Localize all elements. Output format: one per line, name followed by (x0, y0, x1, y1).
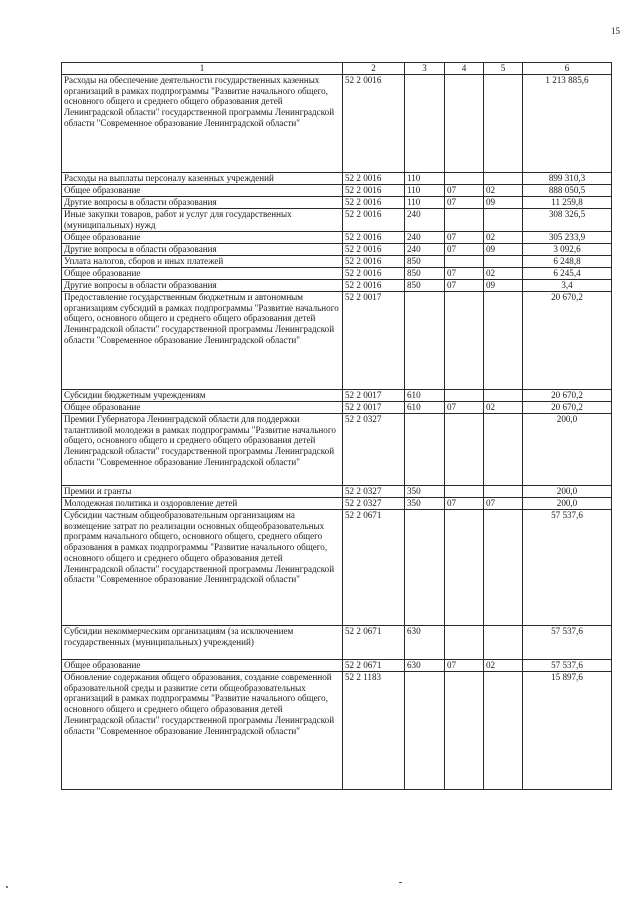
row-section (445, 486, 484, 498)
row-section (445, 510, 484, 626)
row-target-code: 52 2 0327 (343, 486, 405, 498)
row-expense-type (405, 75, 445, 173)
budget-table (61, 62, 612, 790)
row-expense-type: 610 (405, 390, 445, 402)
row-amount: 888 050,5 (523, 185, 612, 197)
table-row (62, 390, 612, 402)
row-description: Расходы на обеспечение деятельности государственных казенных организаций в рамках подпрограммы "Развитие начального общего, основного общего и среднего общего образования детей Ленинградской области" государственной программы Ленинградской области "Современное образование Ленинградской области" (62, 75, 343, 173)
row-description: Общее образование (62, 660, 343, 672)
row-expense-type: 850 (405, 256, 445, 268)
row-description: Обновление содержания общего образования, создание современной образовательной среды и развитие сети общеобразовательных организаций в рамках подпрограммы "Развитие начального общего, основного общего и среднего общего образования детей Ленинградской области" государственной программы Ленинградской области "Современное образование Ленинградской области" (62, 672, 343, 790)
row-description: Субсидии бюджетным учреждениям (62, 390, 343, 402)
row-description: Субсидии некоммерческим организациям (за исключением государственных (муниципальных) учреждений) (62, 626, 343, 660)
row-target-code: 52 2 0017 (343, 390, 405, 402)
row-expense-type: 630 (405, 660, 445, 672)
row-target-code: 52 2 0016 (343, 209, 405, 232)
row-amount: 3 092,6 (523, 244, 612, 256)
row-subsection (484, 390, 523, 402)
row-section: 07 (445, 660, 484, 672)
row-subsection: 02 (484, 402, 523, 414)
row-amount: 20 670,2 (523, 390, 612, 402)
row-section (445, 414, 484, 486)
table-row (62, 209, 612, 232)
row-subsection (484, 173, 523, 185)
row-target-code: 52 2 0017 (343, 292, 405, 390)
row-section (445, 173, 484, 185)
row-subsection (484, 486, 523, 498)
row-section: 07 (445, 232, 484, 244)
row-expense-type: 850 (405, 280, 445, 292)
row-description: Другие вопросы в области образования (62, 244, 343, 256)
row-section: 07 (445, 197, 484, 209)
row-section: 07 (445, 268, 484, 280)
row-description: Другие вопросы в области образования (62, 197, 343, 209)
table-row (62, 244, 612, 256)
row-section (445, 292, 484, 390)
table-row (62, 510, 612, 626)
row-subsection (484, 292, 523, 390)
row-target-code: 52 2 0017 (343, 402, 405, 414)
row-expense-type (405, 414, 445, 486)
row-description: Общее образование (62, 268, 343, 280)
row-amount: 11 259,8 (523, 197, 612, 209)
row-amount: 308 326,5 (523, 209, 612, 232)
table-row (62, 197, 612, 209)
table-row (62, 173, 612, 185)
row-subsection: 09 (484, 280, 523, 292)
table-row (62, 232, 612, 244)
row-expense-type: 110 (405, 185, 445, 197)
row-subsection (484, 510, 523, 626)
row-section: 07 (445, 244, 484, 256)
row-description: Иные закупки товаров, работ и услуг для государственных (муниципальных) нужд (62, 209, 343, 232)
row-description: Премии и гранты (62, 486, 343, 498)
row-section (445, 256, 484, 268)
row-target-code: 52 2 0016 (343, 280, 405, 292)
row-expense-type: 240 (405, 244, 445, 256)
table-row (62, 185, 612, 197)
row-expense-type (405, 510, 445, 626)
row-amount: 57 537,6 (523, 510, 612, 626)
table-row (62, 292, 612, 390)
row-description: Премии Губернатора Ленинградской области для поддержки талантливой молодежи в рамках подпрограммы "Развитие начального общего, основного общего и среднего общего образования детей Ленинградской области" государственной программы Ленинградской области "Современное образование Ленинградской области" (62, 414, 343, 486)
table-row (62, 672, 612, 790)
row-section (445, 390, 484, 402)
row-target-code: 52 2 0016 (343, 185, 405, 197)
scan-speck (6, 886, 8, 888)
column-header: 1 (62, 63, 343, 75)
table-row (62, 402, 612, 414)
table-row (62, 256, 612, 268)
row-target-code: 52 2 0016 (343, 268, 405, 280)
row-subsection: 09 (484, 244, 523, 256)
row-expense-type: 240 (405, 209, 445, 232)
row-target-code: 52 2 0671 (343, 626, 405, 660)
column-header: 3 (405, 63, 445, 75)
row-expense-type: 240 (405, 232, 445, 244)
row-expense-type: 610 (405, 402, 445, 414)
row-subsection (484, 75, 523, 173)
row-expense-type: 630 (405, 626, 445, 660)
row-section (445, 672, 484, 790)
row-section (445, 209, 484, 232)
row-expense-type (405, 292, 445, 390)
row-amount: 57 537,6 (523, 626, 612, 660)
row-expense-type: 850 (405, 268, 445, 280)
row-section: 07 (445, 498, 484, 510)
column-header: 2 (343, 63, 405, 75)
row-target-code: 52 2 0016 (343, 75, 405, 173)
row-description: Общее образование (62, 185, 343, 197)
row-description: Уплата налогов, сборов и иных платежей (62, 256, 343, 268)
row-target-code: 52 2 0016 (343, 244, 405, 256)
row-subsection: 02 (484, 232, 523, 244)
row-expense-type (405, 672, 445, 790)
row-subsection: 02 (484, 660, 523, 672)
row-subsection (484, 672, 523, 790)
row-amount: 305 233,9 (523, 232, 612, 244)
row-target-code: 52 2 0671 (343, 510, 405, 626)
column-header: 5 (484, 63, 523, 75)
row-section: 07 (445, 280, 484, 292)
row-amount: 15 897,6 (523, 672, 612, 790)
row-amount: 6 248,8 (523, 256, 612, 268)
row-description: Расходы на выплаты персоналу казенных учреждений (62, 173, 343, 185)
table-row (62, 486, 612, 498)
row-expense-type: 350 (405, 498, 445, 510)
row-subsection: 07 (484, 498, 523, 510)
row-section (445, 75, 484, 173)
row-target-code: 52 2 0016 (343, 232, 405, 244)
row-expense-type: 350 (405, 486, 445, 498)
row-description: Общее образование (62, 232, 343, 244)
row-expense-type: 110 (405, 173, 445, 185)
row-description: Другие вопросы в области образования (62, 280, 343, 292)
row-description: Общее образование (62, 402, 343, 414)
row-subsection (484, 256, 523, 268)
row-amount: 20 670,2 (523, 402, 612, 414)
row-description: Молодежная политика и оздоровление детей (62, 498, 343, 510)
row-description: Субсидии частным общеобразовательным организациям на возмещение затрат по реализации основных общеобразовательных программ начального общего, основного общего, среднего общего образования в рамках подпрограммы "Развитие начального общего, основного общего и среднего общего образования детей Ленинградской области" государственной программы Ленинградской области "Современное образование Ленинградской области" (62, 510, 343, 626)
row-amount: 57 537,6 (523, 660, 612, 672)
row-subsection (484, 209, 523, 232)
column-header: 6 (523, 63, 612, 75)
table-row (62, 414, 612, 486)
row-target-code: 52 2 0016 (343, 256, 405, 268)
table-row (62, 75, 612, 173)
row-subsection: 09 (484, 197, 523, 209)
row-target-code: 52 2 0327 (343, 414, 405, 486)
row-amount: 200,0 (523, 498, 612, 510)
row-amount: 899 310,3 (523, 173, 612, 185)
row-target-code: 52 2 0016 (343, 197, 405, 209)
row-subsection (484, 626, 523, 660)
scan-speck (399, 882, 402, 883)
row-amount: 200,0 (523, 486, 612, 498)
row-amount: 3,4 (523, 280, 612, 292)
row-subsection (484, 414, 523, 486)
row-section: 07 (445, 402, 484, 414)
row-section (445, 626, 484, 660)
row-section: 07 (445, 185, 484, 197)
page-number: 15 (611, 26, 620, 36)
row-subsection: 02 (484, 185, 523, 197)
table-header-row (62, 63, 612, 75)
column-header: 4 (445, 63, 484, 75)
row-amount: 1 213 885,6 (523, 75, 612, 173)
row-target-code: 52 2 0671 (343, 660, 405, 672)
row-subsection: 02 (484, 268, 523, 280)
row-target-code: 52 2 0327 (343, 498, 405, 510)
table-row (62, 280, 612, 292)
row-amount: 20 670,2 (523, 292, 612, 390)
row-description: Предоставление государственным бюджетным и автономным организациям субсидий в рамках подпрограммы "Развитие начального общего, основного общего и среднего общего образования детей Ленинградской области" государственной программы Ленинградской области "Современное образование Ленинградской области" (62, 292, 343, 390)
table-row (62, 660, 612, 672)
row-target-code: 52 2 0016 (343, 173, 405, 185)
table-row (62, 268, 612, 280)
table-row (62, 498, 612, 510)
row-amount: 6 245,4 (523, 268, 612, 280)
table-row (62, 626, 612, 660)
row-target-code: 52 2 1183 (343, 672, 405, 790)
row-amount: 200,0 (523, 414, 612, 486)
row-expense-type: 110 (405, 197, 445, 209)
